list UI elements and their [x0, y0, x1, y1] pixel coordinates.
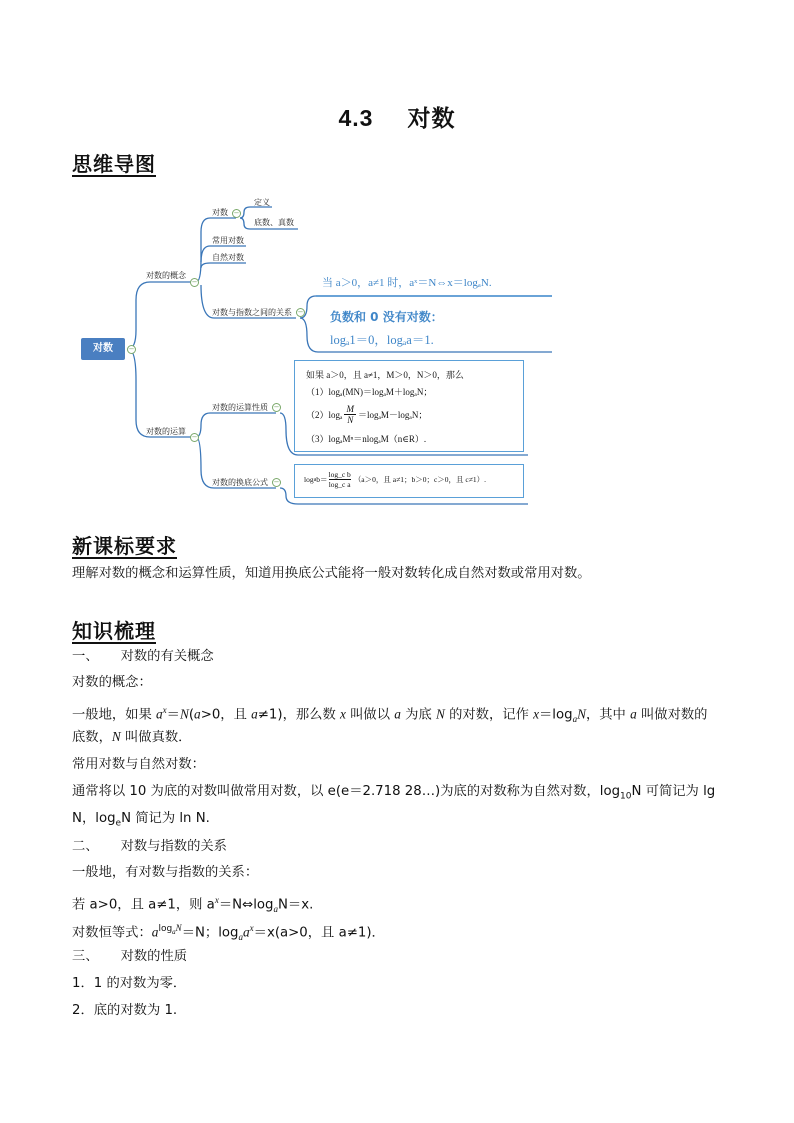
common-paragraph-line1: 通常将以 10 为底的对数叫做常用对数，以 e(e＝2.718 28…)为底的对数称为自然对数，$\log_{10}N$ 可简记为 lg — [72, 784, 716, 802]
ident-b: ＝x(a>0，且 a≠1)． — [253, 925, 385, 941]
change-numerator: log_c b — [328, 470, 351, 479]
prop-3: （3）logₐMⁿ＝nlogₐM（n∈R）. — [306, 434, 427, 444]
rel-c: N＝x. — [277, 897, 314, 913]
section-2-heading — [72, 837, 728, 857]
knowledge-heading: 知识梳理 — [72, 619, 156, 643]
common-natural-label: 常用对数与自然对数： — [72, 757, 205, 772]
section-2-number: 二、 — [72, 839, 99, 854]
property-2: 2．底的对数为 1. — [72, 1003, 178, 1018]
mindmap-root: 对数 — [81, 338, 125, 360]
collapse-icon: − — [128, 345, 135, 353]
change-pre: log — [304, 475, 314, 484]
rel-b: ＝N⇔log — [218, 897, 274, 913]
p1-b: ，那么数 — [282, 707, 340, 723]
p1-c: 叫做以 — [345, 707, 395, 723]
standard-text: 理解对数的概念和运算性质，知道用换底公式能将一般对数转化成自然对数或常用对数。 — [72, 566, 591, 581]
relation-label: 一般地，有对数与指数的关系： — [72, 865, 259, 880]
p1-d: 为底 — [400, 707, 436, 723]
prop-2-pre: （2）logₐ — [306, 410, 343, 420]
p1-g: 叫做对数的 — [636, 707, 708, 723]
node-operations: 对数的运算 — [146, 427, 186, 436]
leaf-definition: 定义 — [254, 198, 270, 207]
node-op-properties: 对数的运算性质 — [212, 403, 268, 412]
prop-2 — [306, 404, 427, 425]
section-3-title: 对数的性质 — [120, 949, 188, 964]
ident-a: ＝N；log — [181, 925, 239, 941]
standard-heading: 新课标要求 — [72, 534, 177, 558]
node-relation: 对数与指数之间的关系 — [212, 308, 292, 317]
section-3-number: 三、 — [72, 949, 99, 964]
section-3-heading — [72, 947, 728, 967]
property-1: 1．1 的对数为零． — [72, 976, 187, 991]
p1-f: ，其中 — [585, 707, 631, 723]
common-paragraph-line2: N，$\log_eN$ 简记为 ln N. — [72, 811, 210, 829]
p2-line2: N，log — [72, 811, 116, 826]
section-2-title: 对数与指数的关系 — [120, 839, 227, 854]
change-fraction — [329, 470, 351, 489]
change-post: （a＞0，且 a≠1；b＞0；c＞0，且 c≠1）. — [353, 475, 486, 484]
neg-zero-formula: logₐ1＝0，logₐa＝1. — [330, 333, 434, 347]
change-base-formula: log a b＝ $\frac{\text{log\_c b}}{\text{log\_c a}}$ （a＞0，且 a≠1；b＞0；c＞0，且 c≠1）. — [304, 470, 486, 489]
node-concept: 对数的概念 — [146, 271, 186, 280]
rel-a: 若 a>0，且 a≠1，则 a — [72, 897, 215, 913]
node-log: 对数 — [212, 208, 228, 217]
concept-paragraph-line2: 底数，N 叫做真数． — [72, 729, 192, 745]
prop-2-fraction — [344, 404, 356, 425]
concept-label: 对数的概念： — [72, 675, 152, 690]
neg-zero-title: 负数和 0 没有对数： — [330, 310, 443, 324]
node-common-log: 常用对数 — [212, 236, 244, 245]
collapse-icon: − — [191, 278, 198, 286]
mindmap-heading: 思维导图 — [72, 152, 156, 176]
node-natural-log: 自然对数 — [212, 253, 244, 262]
node-change-base: 对数的换底公式 — [212, 478, 268, 487]
leaf-base: 底数、真数 — [254, 218, 294, 227]
collapse-icon: − — [191, 433, 198, 441]
section-number: 4.3 — [338, 105, 374, 131]
p1-a: 一般地，如果 — [72, 707, 157, 723]
prop-2-post: ＝logₐM－logₐN； — [357, 410, 428, 420]
section-1-number: 一、 — [72, 649, 99, 664]
prop-1: （1）logₐ(MN)＝logₐM＋logₐN； — [306, 387, 433, 397]
props-intro: 如果 a＞0，且 a≠1，M＞0，N＞0，那么 — [306, 370, 464, 380]
collapse-icon: − — [273, 478, 280, 486]
collapse-icon: − — [273, 403, 280, 411]
p2-b: N 可简记为 lg — [631, 784, 716, 799]
p2-a: 通常将以 10 为底的对数叫做常用对数，以 e(e＝2.718 28…)为底的对数称为自然对数，log — [72, 784, 621, 799]
identity-formula: 对数恒等式：$a^{log_aN}=N$；$\log_aa^x=x(a>0$，且 a≠1)． — [72, 923, 385, 943]
prop-2-denominator: N — [347, 415, 354, 425]
identity-label: 对数恒等式： — [72, 925, 152, 941]
prop-2-numerator: M — [346, 404, 354, 414]
relation-text: 当 a＞0，a≠1 时，aˣ＝N⇔x＝logₐN. — [322, 277, 492, 289]
p1-line2-a: 底数， — [72, 730, 112, 745]
collapse-icon: − — [233, 209, 240, 217]
change-denominator: log_c a — [328, 480, 351, 489]
p1-e: 的对数，记作 — [444, 707, 534, 723]
section-1-heading — [72, 647, 728, 667]
p1-line2-b: 叫做真数． — [120, 730, 192, 745]
concept-paragraph-line1: 一般地，如果 $a^x=N(a>0$，且 a≠1)，那么数 x 叫做以 a 为底 N 的对数，记作 $x=\log_aN$，其中 a 叫做对数的 — [72, 705, 708, 725]
p2-line2-b: N 简记为 ln N. — [121, 811, 210, 826]
title-text: 对数 — [407, 105, 456, 131]
relation-formula: 若 a>0，且 a≠1，则 $a^x=N\Leftrightarrow\log_aN=x$. — [72, 895, 314, 915]
collapse-icon: − — [297, 308, 304, 316]
section-1-title: 对数的有关概念 — [120, 649, 214, 664]
